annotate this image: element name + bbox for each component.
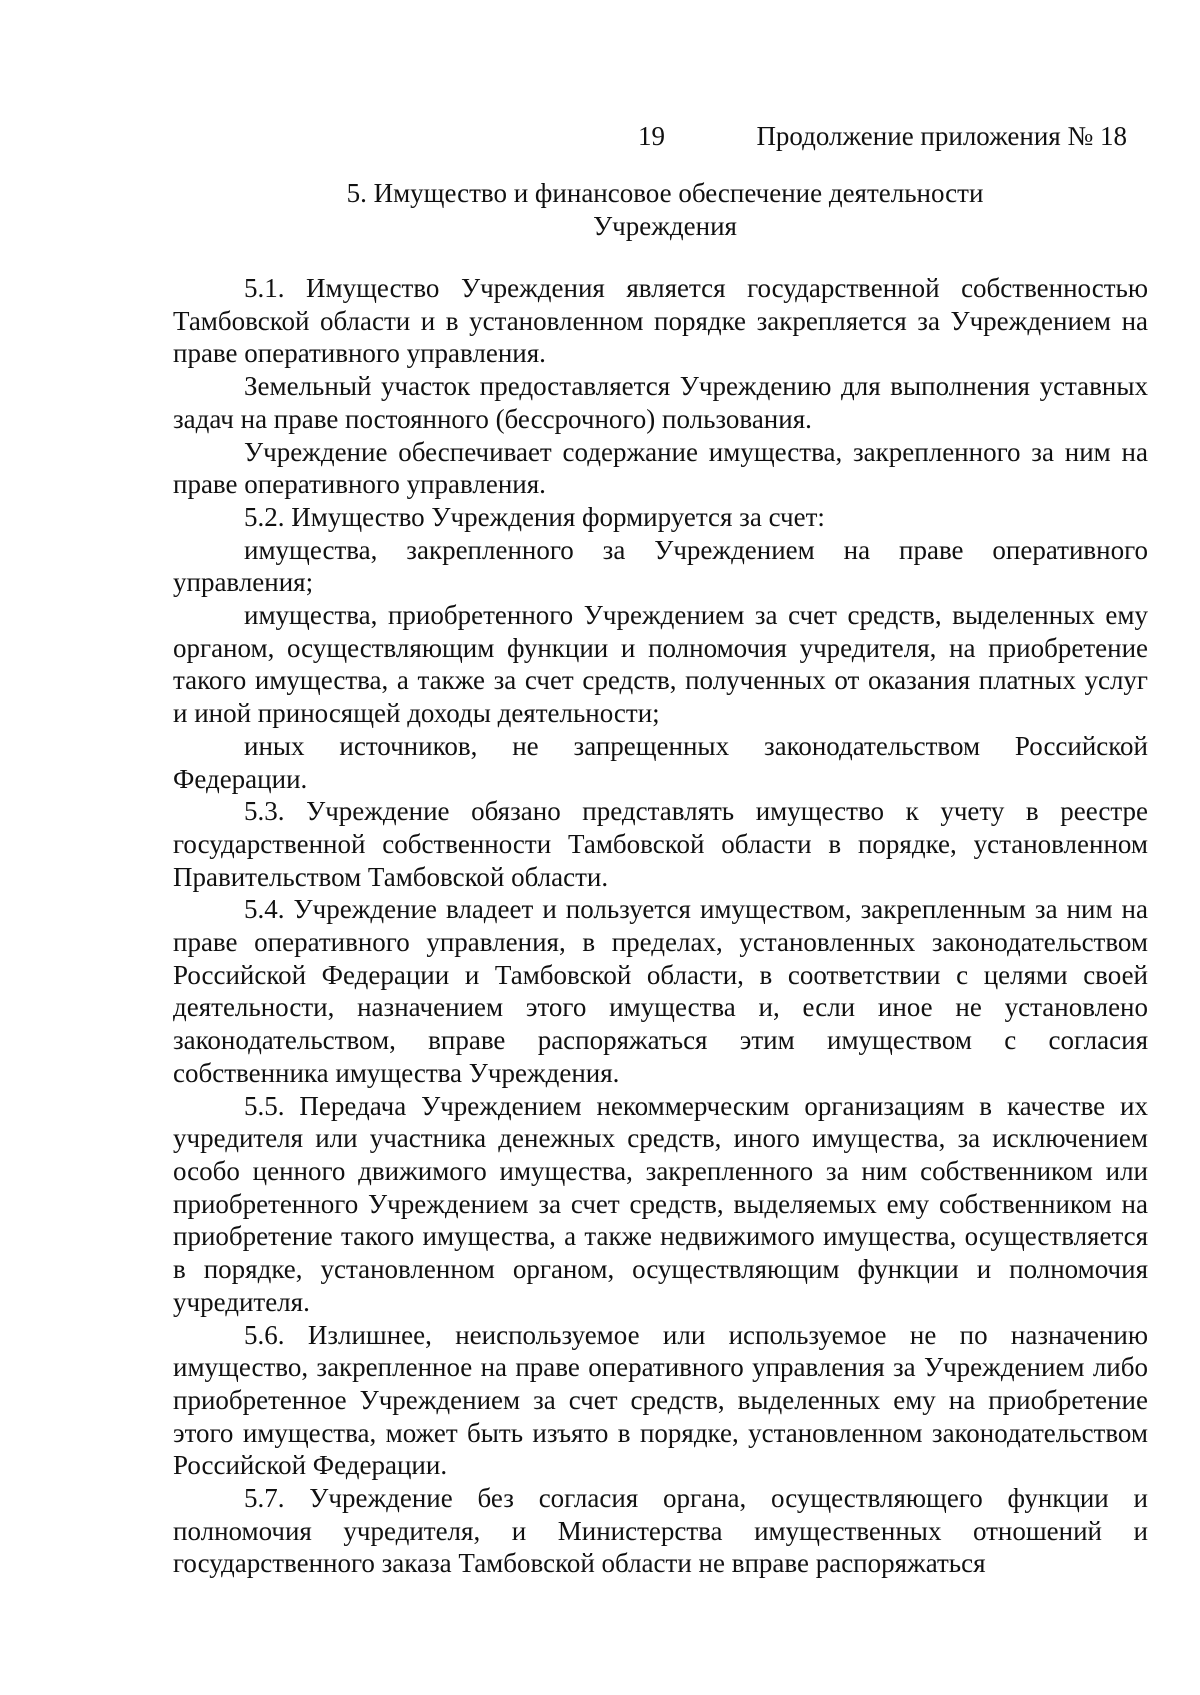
paragraph-5-6: 5.6. Излишнее, неиспользуемое или используемое не по назначению имущество, закрепленное на праве оперативного управления за Учреждением либо приобретенное Учреждением за счет средств, выделенных ему на приобретение этого имущества, может быть изъято в порядке, установленном законодательством Российской Федерации. [173, 1319, 1148, 1481]
paragraph-5-1: 5.1. Имущество Учреждения является государственной собственностью Тамбовской области и в установленном порядке закрепляется за Учреждением на праве оперативного управления. [173, 273, 1148, 369]
paragraph-5-4: 5.4. Учреждение владеет и пользуется имуществом, закрепленным за ним на праве оперативного управления, в пределах, установленных законодательством Российской Федерации и Тамбовской области, в соответствии с целями своей деятельности, назначением этого имущества и, если иное не установлено законодательством, вправе распоряжаться этим имуществом с согласия собственника имущества Учреждения. [173, 894, 1148, 1088]
paragraph-5-5: 5.5. Передача Учреждением некоммерческим организациям в качестве их учредителя или участника денежных средств, иного имущества, за исключением особо ценного движимого имущества, закрепленного за ним собственником или приобретенного Учреждением за счет средств, выделяемых ему собственником на приобретение такого имущества, а также недвижимого имущества, осуществляется в порядке, установленном органом, осуществляющим функции и полномочия учредителя. [173, 1090, 1148, 1317]
page-header [0, 116, 1200, 156]
paragraph-property-maintenance: Учреждение обеспечивает содержание имущества, закрепленного за ним на праве оперативного управления. [173, 436, 1148, 500]
page-number: 19 [638, 121, 665, 151]
section-title-line-2: Учреждения [593, 211, 737, 241]
list-item-acquired-property: имущества, приобретенного Учреждением за счет средств, выделенных ему органом, осуществляющим функции и полномочия учредителя, на приобретение такого имущества, а также за счет средств, полученных от оказания платных услуг и иной приносящей доходы деятельности; [173, 600, 1148, 729]
paragraph-5-2: 5.2. Имущество Учреждения формируется за счет: [244, 501, 825, 532]
section-title [170, 177, 1160, 243]
list-item-assigned-property: имущества, закрепленного за Учреждением на праве оперативного управления; [173, 534, 1148, 598]
list-item-other-sources: иных источников, не запрещенных законодательством Российской Федерации. [173, 730, 1148, 794]
paragraph-land-plot: Земельный участок предоставляется Учреждению для выполнения уставных задач на праве постоянного (бессрочного) пользования. [173, 371, 1148, 434]
paragraph-5-7: 5.7. Учреждение без согласия органа, осуществляющего функции и полномочия учредителя, и Министерства имущественных отношений и государственного заказа Тамбовской области не вправе распоряжаться [173, 1483, 1148, 1579]
paragraph-5-3: 5.3. Учреждение обязано представлять имущество к учету в реестре государственной собственности Тамбовской области в порядке, установленном Правительством Тамбовской области. [173, 796, 1148, 892]
document-body [173, 272, 1148, 1580]
section-title-line-1: 5. Имущество и финансовое обеспечение деятельности [346, 178, 984, 208]
appendix-continuation-label: Продолжение приложения № 18 [756, 121, 1127, 151]
